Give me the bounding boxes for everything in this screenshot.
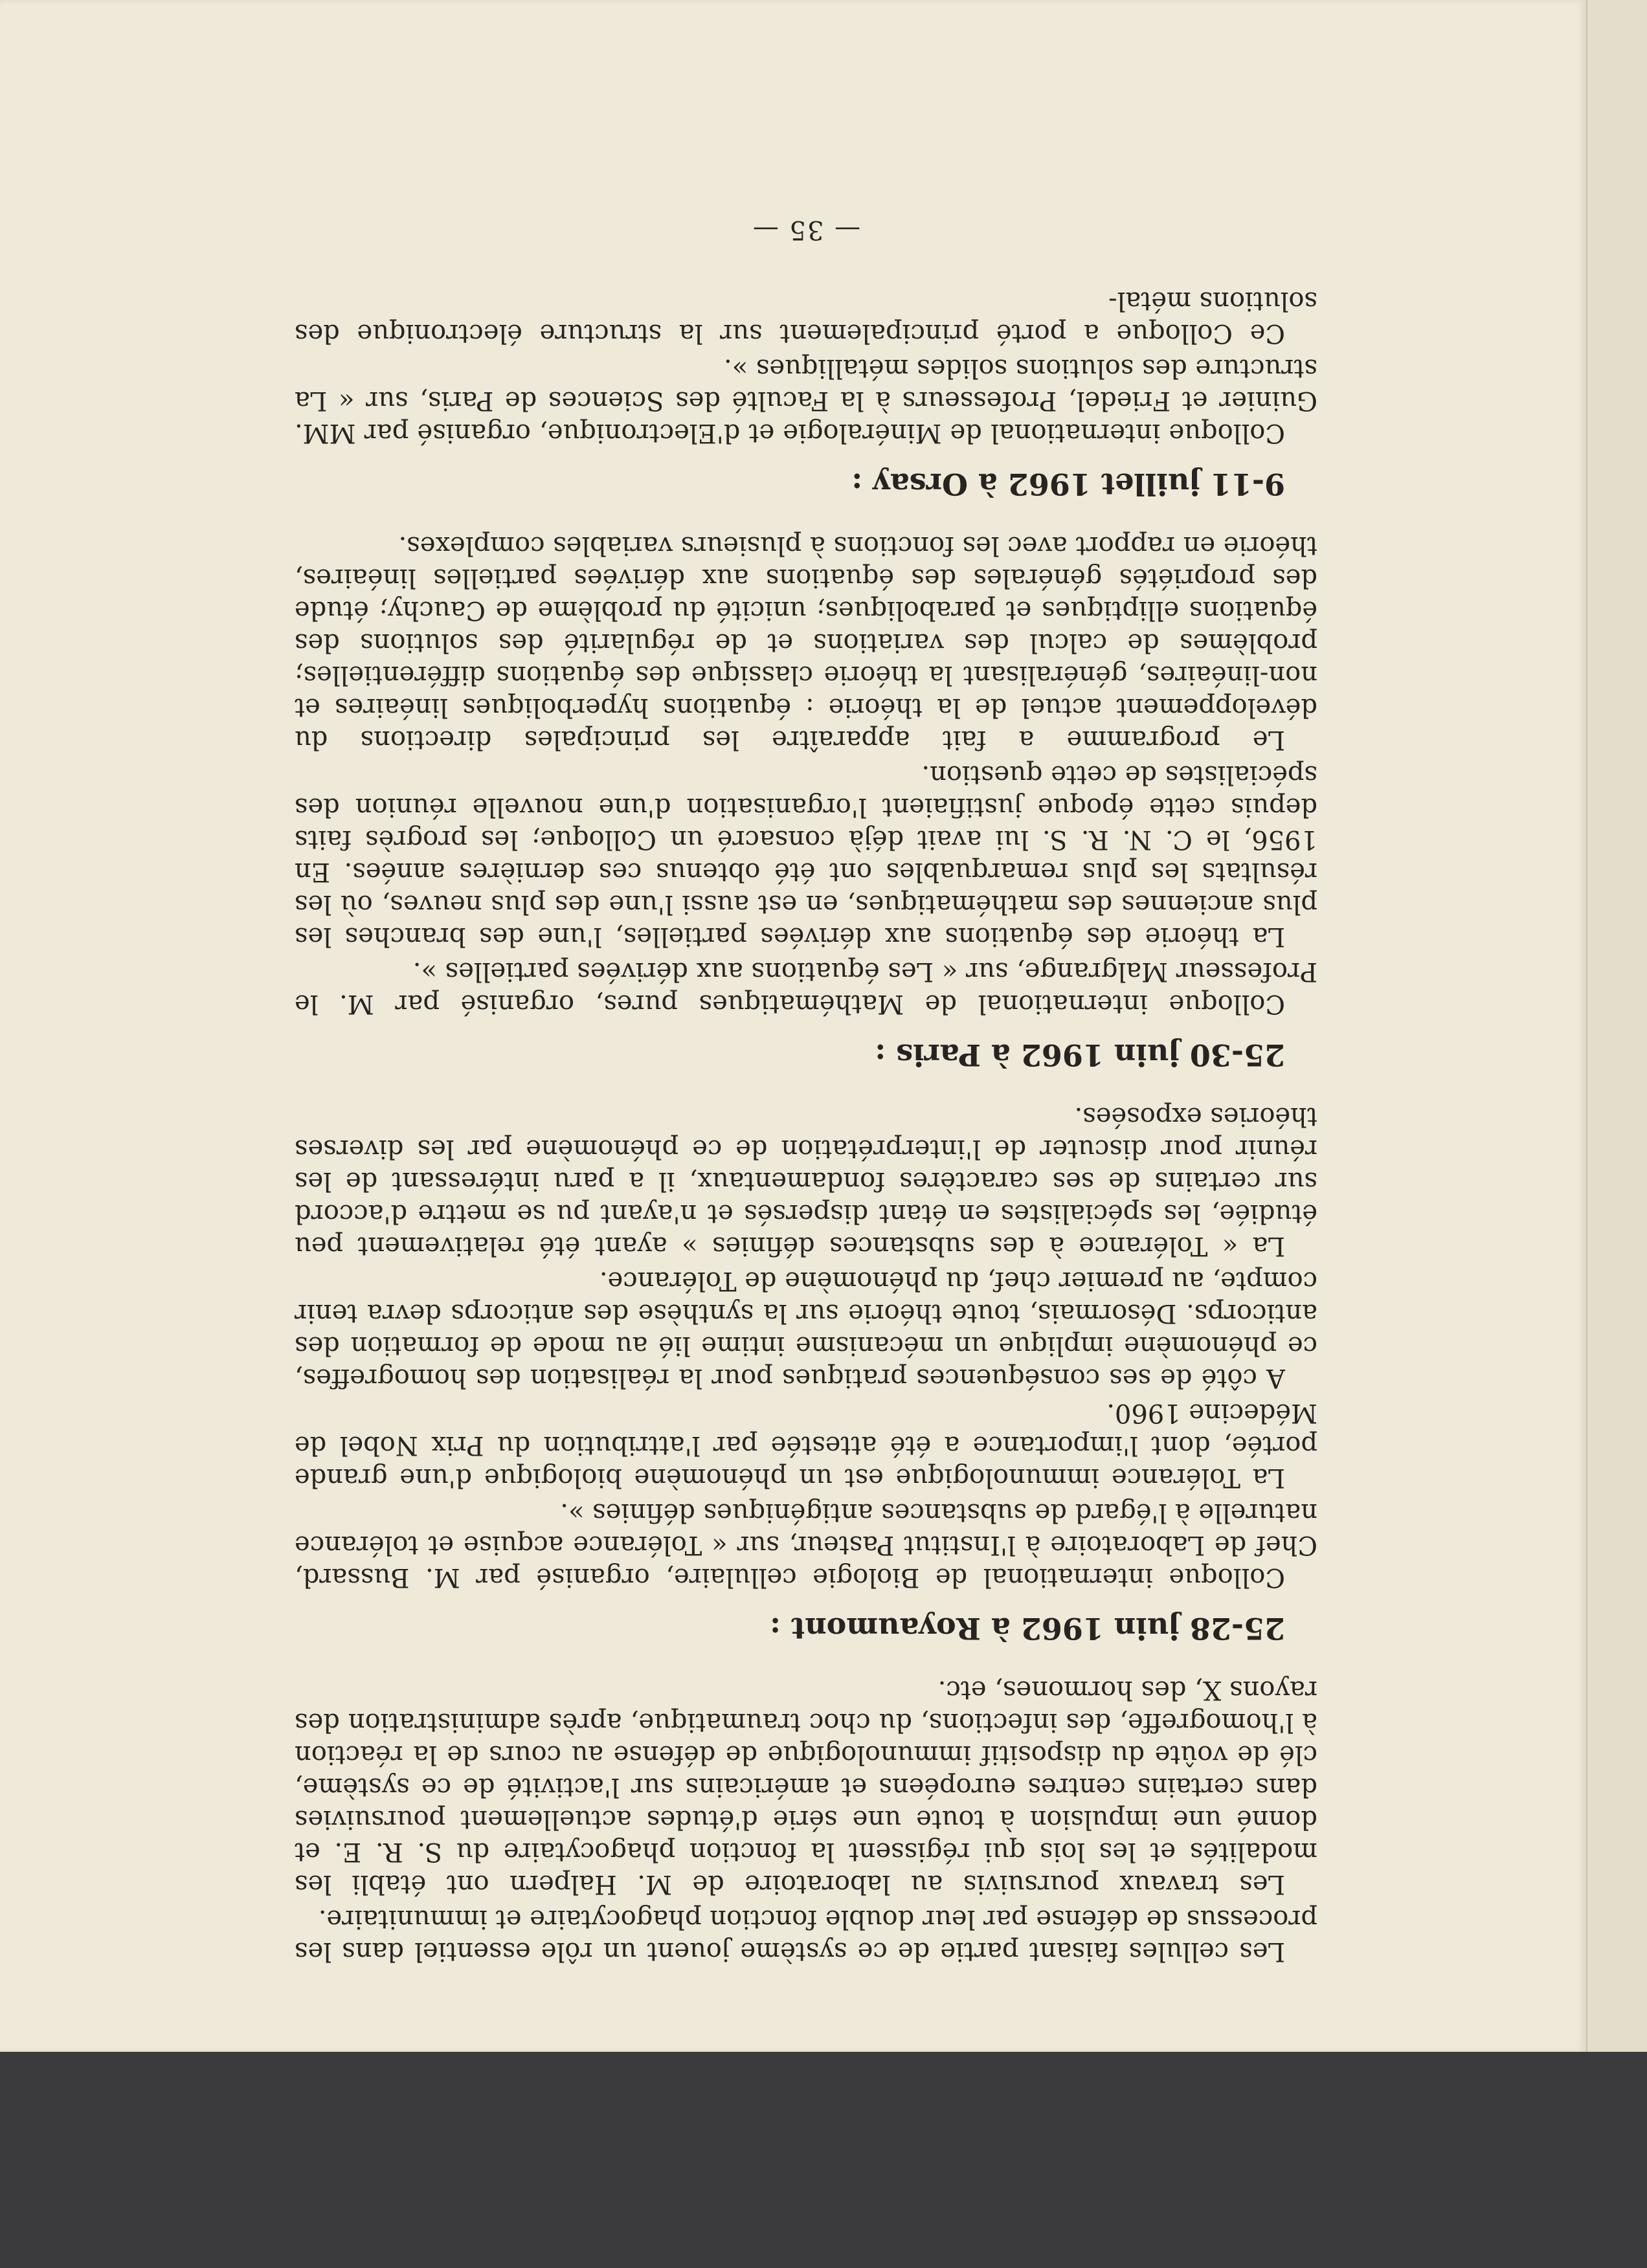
paragraph: Colloque international de Mathématiques pures, organisé par M. le Professeur Malgrange, sur « Les équations aux dérivées partielles ». (295, 957, 1317, 1019)
paper-edge (1586, 0, 1647, 2052)
paragraph: La théorie des équations aux dérivées partielles, l'une des branches les plus anciennes des mathématiques, en est aussi l'une des plus neuves, où les résultats les plus remarquables ont été obtenus ces dernières années. En 1956, le C. N. R. S. lui avait déjà consacré un Colloque; les progrès faits depuis cette époque justifiaient l'organisation d'une nouvelle réunion des spécialistes de cette question. (295, 760, 1317, 951)
section-heading: 9-11 juillet 1962 à Orsay : (851, 467, 1285, 502)
paragraph: Les travaux poursuivis au laboratoire de M. Halpern ont établi les modalités et les lois qui régissent la fonction phagocytaire du S. R. E. et donné une impulsion à toute une série d'études actuellement poursuivies dans certains centres européens et américains sur l'activité de ce système, clé de voûte du dispositif immunologique de défense au cours de la réaction à l'homogreffe, des infections, du choc traumatique, après administration des rayons X, des hormones, etc. (295, 1675, 1317, 1899)
page-text-rotated (295, 214, 1317, 1968)
paragraph: Ce Colloque a porté principalement sur la structure électronique des solutions métal- (295, 286, 1317, 348)
paragraph: La Tolérance immunologique est un phénomène biologique d'une grande portée, dont l'importance a été attestée par l'attribution du Prix Nobel de Médecine 1960. (295, 1398, 1317, 1493)
paragraph: Colloque international de Biologie cellulaire, organisé par M. Bussard, Chef de Laboratoire à l'Institut Pasteur, sur « Tolérance acquise et tolérance naturelle à l'égard de substances antigéniques définies ». (295, 1498, 1317, 1592)
paragraph: La « Tolérance à des substances définies » ayant été relativement peu étudiée, les spécialistes en étant dispersés et n'ayant pu se mettre d'accord sur certains de ses caractères fondamentaux, il a paru intéressant de les réunir pour discuter de l'interprétation de ce phénomène par les diverses théories exposées. (295, 1102, 1317, 1261)
section-heading: 25-30 juin 1962 à Paris : (875, 1038, 1285, 1073)
paragraph: Colloque international de Minéralogie et d'Electronique, organisé par MM. Guinier et Friedel, Professeurs à la Faculté des Sciences de Paris, sur « La structure des solutions solides métalliques ». (295, 353, 1317, 448)
paragraph: Le programme a fait apparaître les principales directions du développement actuel de la théorie : équations hyperboliques linéaires et non-linéaires, généralisant la théorie classique des équations différentielles; problèmes de calcul des variations et de régularité des solutions des équations elliptiques et paraboliques; unicité du problème de Cauchy; étude des propriétés générales des équations aux dérivées partielles linéaires, théorie en rapport avec les fonctions à plusieurs variables complexes. (295, 531, 1317, 755)
paragraph: Les cellules faisant partie de ce système jouent un rôle essentiel dans les processus de défense par leur double fonction phagocytaire et immunitaire. (295, 1904, 1317, 1966)
paragraph: A côté de ses conséquences pratiques pour la réalisation des homogreffes, ce phénomène implique un mécanisme intime lié au mode de formation des anticorps. Désormais, toute théorie sur la synthèse des anticorps devra tenir compte, au premier chef, du phénomène de Tolérance. (295, 1266, 1317, 1393)
section-heading: 25-28 juin 1962 à Royaumont : (770, 1611, 1285, 1646)
page-number: — 35 — (751, 215, 861, 245)
